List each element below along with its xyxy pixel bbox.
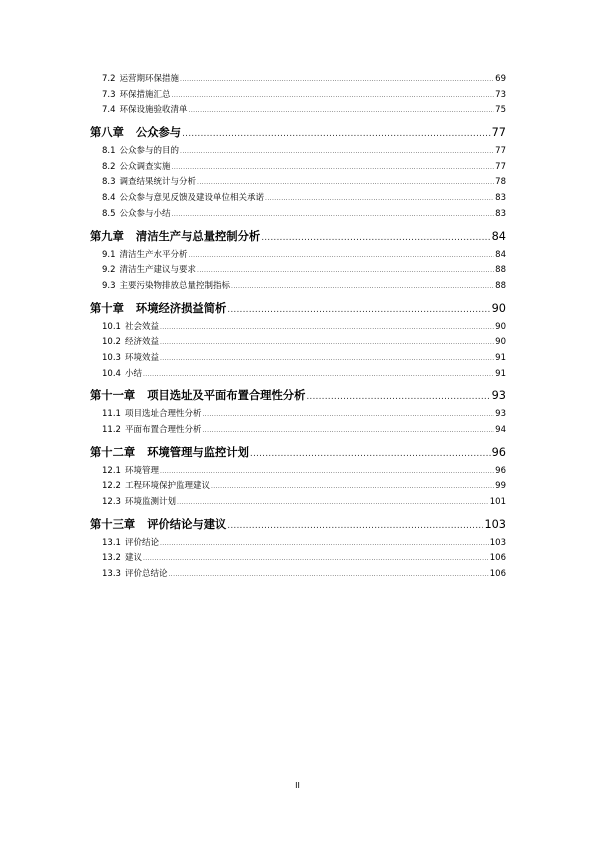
toc-entry-number: 10.4 (102, 368, 121, 379)
toc-entry-label (102, 335, 159, 351)
toc-page-number: 84 (495, 249, 506, 260)
dot-leader (202, 407, 494, 423)
toc-entry-number: 7.4 (102, 105, 116, 116)
toc-page-number: 77 (491, 126, 506, 140)
toc-entry-title: 主要污染物排放总量控制指标 (119, 280, 231, 291)
dot-leader (261, 228, 490, 249)
toc-page-number: 103 (489, 537, 506, 548)
dot-leader (172, 207, 495, 223)
toc-page-number: 99 (495, 481, 506, 492)
toc-entry-label (102, 207, 171, 223)
toc-entry-title: 项目选址及平面布置合理性分析 (147, 389, 306, 403)
toc-entry-title: 环境监测计划 (124, 497, 176, 508)
toc-entry-label (102, 88, 171, 104)
toc-entry-label (90, 122, 181, 143)
toc-section-entry[interactable] (90, 279, 506, 295)
toc-entry-label (102, 351, 159, 367)
toc-page-number: 106 (489, 569, 506, 580)
toc-entry-title: 环境管理与监控计划 (147, 445, 249, 459)
toc-entry-number: 10.1 (102, 321, 121, 332)
toc-section-entry[interactable] (90, 423, 506, 439)
dot-leader (160, 351, 494, 367)
dot-leader (168, 567, 488, 583)
toc-section-entry[interactable] (90, 407, 506, 423)
toc-entry-number: 第八章 (90, 126, 124, 140)
toc-entry-label (102, 248, 188, 264)
toc-entry-number: 12.3 (102, 497, 121, 508)
toc-page-number: 69 (495, 74, 506, 84)
dot-leader (143, 551, 489, 567)
toc-entry-label (102, 72, 179, 88)
toc-entry-number: 第十二章 (90, 445, 136, 459)
toc-entry-number: 7.2 (102, 74, 116, 84)
toc-page-number: 73 (495, 89, 506, 100)
toc-entry-number: 7.3 (102, 89, 116, 100)
toc-entry-title: 清洁生产与总量控制分析 (135, 229, 261, 243)
toc-entry-number: 8.4 (102, 193, 116, 204)
toc-entry-title: 环境管理 (124, 465, 159, 476)
toc-entry-title: 环境效益 (124, 352, 159, 363)
toc-page-number: 106 (489, 553, 506, 564)
dot-leader (202, 423, 494, 439)
toc-entry-title: 环境经济损益简析 (135, 301, 227, 315)
toc-entry-title: 平面布置合理性分析 (124, 425, 202, 435)
dot-leader (231, 279, 494, 295)
toc-entry-label (90, 442, 249, 463)
toc-page-number: 90 (495, 337, 506, 348)
dot-leader (180, 72, 494, 88)
toc-entry-number: 9.2 (102, 265, 116, 276)
toc-page-number: 101 (489, 497, 506, 508)
toc-entry-title: 调查结果统计与分析 (119, 177, 197, 188)
toc-section-entry[interactable] (90, 175, 506, 191)
toc-entry-number: 8.2 (102, 161, 116, 172)
dot-leader (177, 495, 489, 511)
toc-entry-label (102, 479, 210, 495)
toc-entry-number: 第十三章 (90, 517, 136, 531)
toc-entry-number: 8.1 (102, 146, 116, 157)
dot-leader (197, 175, 494, 191)
toc-entry-number: 8.5 (102, 208, 116, 219)
toc-section-entry[interactable] (90, 495, 506, 511)
toc-section-entry[interactable] (90, 367, 506, 383)
dot-leader (180, 144, 494, 160)
toc-chapter-entry[interactable] (90, 226, 506, 247)
toc-entry-label (102, 191, 264, 207)
toc-entry-label (90, 226, 260, 247)
dot-leader (182, 124, 491, 145)
toc-entry-label (102, 160, 171, 176)
toc-chapter-entry[interactable] (90, 514, 506, 535)
toc-page-number: 77 (495, 146, 506, 157)
toc-page-number: 90 (491, 301, 506, 315)
toc-section-entry[interactable] (90, 160, 506, 176)
toc-page-number: 75 (495, 105, 506, 116)
toc-section-entry[interactable] (90, 88, 506, 104)
dot-leader (172, 88, 495, 104)
toc-entry-label (102, 536, 159, 552)
toc-section-entry[interactable] (90, 567, 506, 583)
toc-entry-label (90, 298, 226, 319)
toc-entry-number: 9.3 (102, 280, 116, 291)
toc-page-number: 94 (495, 425, 506, 435)
toc-entry-title: 社会效益 (124, 321, 159, 332)
dot-leader (227, 300, 490, 321)
toc-chapter-entry[interactable] (90, 298, 506, 319)
dot-leader (160, 536, 489, 552)
page-number: II (295, 781, 300, 790)
dot-leader (250, 444, 491, 465)
toc-section-entry[interactable] (90, 103, 506, 119)
dot-leader (160, 320, 494, 336)
toc-entry-title: 清洁生产水平分析 (119, 249, 188, 260)
toc-page-number: 84 (491, 229, 506, 243)
toc-entry-title: 环保措施汇总 (119, 89, 171, 100)
toc-entry-number: 10.2 (102, 337, 121, 348)
toc-page-number: 90 (495, 321, 506, 332)
toc-section-entry[interactable] (90, 551, 506, 567)
toc-entry-label (90, 385, 305, 406)
dot-leader (306, 387, 490, 408)
toc-section-entry[interactable] (90, 479, 506, 495)
toc-section-entry[interactable] (90, 191, 506, 207)
toc-section-entry[interactable] (90, 248, 506, 264)
toc-entry-number: 12.2 (102, 481, 121, 492)
toc-page-number: 93 (495, 409, 506, 420)
toc-section-entry[interactable] (90, 464, 506, 480)
toc-section-entry[interactable] (90, 207, 506, 223)
toc-page-number: 91 (495, 352, 506, 363)
toc-entry-label (102, 279, 230, 295)
toc-entry-number: 第九章 (90, 229, 124, 243)
toc-entry-title: 经济效益 (124, 337, 159, 348)
toc-entry-title: 公众参与的目的 (119, 146, 180, 157)
dot-leader (172, 160, 495, 176)
toc-entry-title: 工程环境保护监理建议 (124, 481, 210, 492)
toc-page-number: 77 (495, 161, 506, 172)
toc-entry-title: 运营期环保措施 (119, 74, 180, 84)
toc-entry-number: 13.3 (102, 569, 121, 580)
toc-entry-title: 小结 (124, 368, 142, 379)
toc-entry-number: 第十一章 (90, 389, 136, 403)
toc-entry-title: 清洁生产建议与要求 (119, 265, 197, 276)
dot-leader (189, 248, 495, 264)
toc-entry-number: 8.3 (102, 177, 116, 188)
toc-page-number: 93 (491, 389, 506, 403)
toc-entry-title: 项目选址合理性分析 (124, 409, 202, 420)
toc-entry-label (102, 407, 201, 423)
toc-entry-title: 评价结论 (124, 537, 159, 548)
toc-chapter-entry[interactable] (90, 385, 506, 406)
toc-page-number: 91 (495, 368, 506, 379)
dot-leader (265, 191, 494, 207)
toc-page-number: 103 (484, 517, 506, 531)
toc-entry-label (102, 103, 188, 119)
toc-entry-number: 第十章 (90, 301, 124, 315)
toc-section-entry[interactable] (90, 320, 506, 336)
toc-section-entry[interactable] (90, 263, 506, 279)
toc-page-number: 96 (495, 465, 506, 476)
toc-entry-label (102, 144, 179, 160)
toc-section-entry[interactable] (90, 72, 506, 88)
toc-entry-label (102, 423, 201, 439)
toc-entry-number: 11.1 (102, 409, 121, 420)
dot-leader (143, 367, 494, 383)
toc-page-number: 96 (491, 445, 506, 459)
dot-leader (160, 464, 494, 480)
toc-chapter-entry[interactable] (90, 122, 506, 143)
toc-page-number: 78 (495, 177, 506, 188)
table-of-contents (90, 72, 506, 583)
toc-page-number: 83 (495, 193, 506, 204)
toc-entry-title: 公众参与意见反馈及建设单位相关承诺 (119, 193, 265, 204)
toc-entry-label (102, 367, 142, 383)
toc-entry-label (102, 464, 159, 480)
dot-leader (160, 335, 494, 351)
toc-section-entry[interactable] (90, 144, 506, 160)
toc-entry-number: 9.1 (102, 249, 116, 260)
toc-page-number: 88 (495, 265, 506, 276)
toc-entry-title: 评价总结论 (124, 569, 168, 580)
toc-entry-number: 11.2 (102, 425, 121, 435)
dot-leader (189, 103, 495, 119)
toc-entry-label (102, 567, 167, 583)
dot-leader (197, 263, 494, 279)
toc-page-number: 88 (495, 280, 506, 291)
toc-entry-number: 13.2 (102, 553, 121, 564)
toc-chapter-entry[interactable] (90, 442, 506, 463)
toc-entry-label (102, 320, 159, 336)
toc-entry-number: 10.3 (102, 352, 121, 363)
toc-entry-label (102, 551, 142, 567)
toc-section-entry[interactable] (90, 351, 506, 367)
dot-leader (227, 516, 483, 537)
toc-entry-number: 12.1 (102, 465, 121, 476)
toc-section-entry[interactable] (90, 536, 506, 552)
toc-entry-label (102, 175, 196, 191)
toc-entry-title: 公众调查实施 (119, 161, 171, 172)
toc-page-number: 83 (495, 208, 506, 219)
dot-leader (211, 479, 494, 495)
toc-entry-number: 13.1 (102, 537, 121, 548)
toc-entry-title: 环保设施验收清单 (119, 105, 188, 116)
toc-entry-label (90, 514, 226, 535)
toc-entry-label (102, 263, 196, 279)
toc-entry-label (102, 495, 176, 511)
toc-entry-title: 建议 (124, 553, 142, 564)
toc-entry-title: 评价结论与建议 (147, 517, 227, 531)
toc-entry-title: 公众参与小结 (119, 208, 171, 219)
toc-entry-title: 公众参与 (135, 126, 182, 140)
toc-section-entry[interactable] (90, 335, 506, 351)
